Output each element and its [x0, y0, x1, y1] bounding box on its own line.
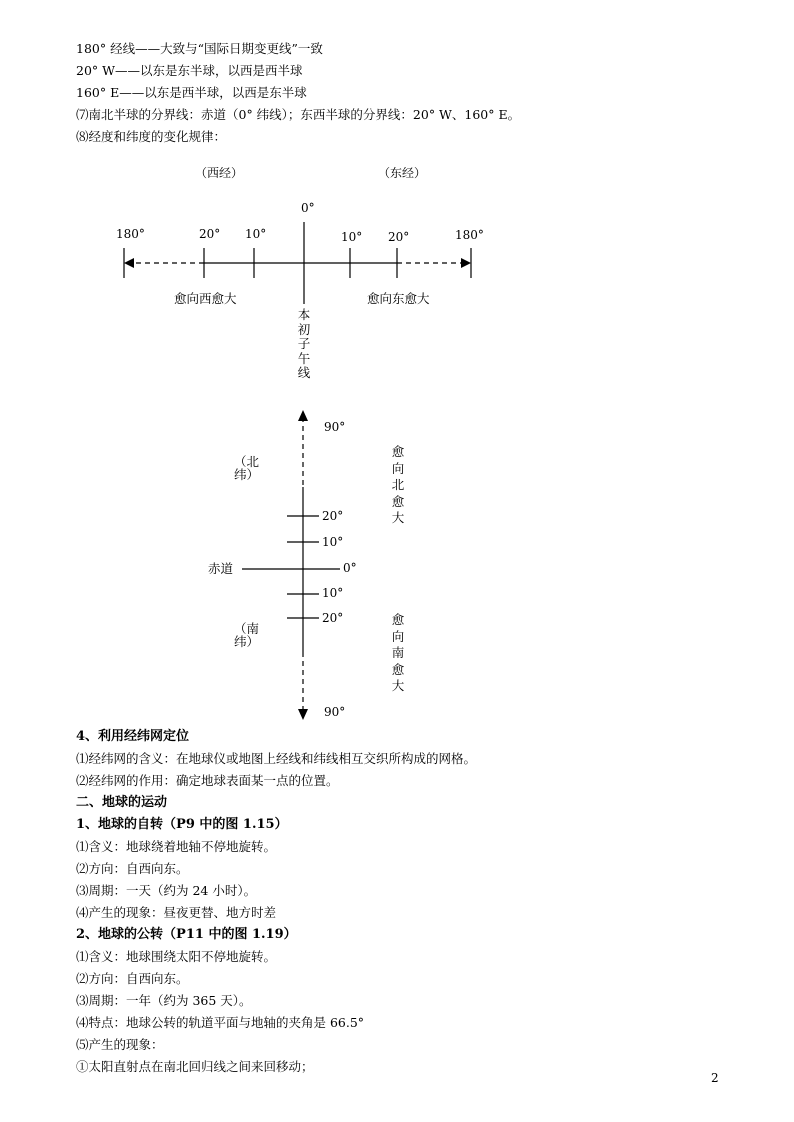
north-arrowhead — [298, 410, 308, 421]
revolution-heading: 2、地球的公转（P11 中的图 1.19） — [76, 927, 297, 942]
section4-heading: 4、利用经纬网定位 — [76, 729, 190, 744]
tick-label-90n: 90° — [324, 420, 346, 434]
east-increase-text: 愈向东愈大 — [367, 291, 430, 306]
tick-label-10w: 10° — [245, 227, 267, 241]
revolution-p2: ⑵方向：自西向东。 — [76, 971, 189, 986]
north-increase-text: 愈向北愈大 — [391, 444, 405, 525]
revolution-p4: ⑷特点：地球公转的轨道平面与地轴的夹角是 66.5° — [76, 1015, 365, 1030]
revolution-p1: ⑴含义：地球围绕太阳不停地旋转。 — [76, 949, 277, 964]
west-increase-text: 愈向西愈大 — [174, 291, 237, 306]
north-latitude-label: （北纬） — [234, 454, 260, 482]
prime-meridian-label: 本初子午线 — [297, 307, 311, 380]
rotation-p2: ⑵方向：自西向东。 — [76, 861, 189, 876]
west-arrowhead — [124, 258, 134, 268]
zero-longitude-label: 0° — [301, 201, 315, 215]
east-longitude-label: （东经） — [378, 166, 427, 180]
text-line-180-meridian: 180° 经线——大致与“国际日期变更线”一致 — [76, 41, 323, 56]
revolution-p3: ⑶周期：一年（约为 365 天）。 — [76, 993, 252, 1008]
text-line-variation-rule: ⑻经度和纬度的变化规律： — [76, 129, 227, 144]
tick-label-20w: 20° — [199, 227, 221, 241]
south-latitude-label: （南纬） — [234, 621, 260, 649]
south-increase-text: 愈向南愈大 — [391, 612, 405, 693]
text-line-hemisphere-boundaries: ⑺南北半球的分界线：赤道（0° 纬线）；东西半球的分界线：20° W、160° E。 — [76, 107, 521, 122]
tick-label-10n: 10° — [322, 535, 344, 549]
tick-label-180w: 180° — [116, 227, 145, 241]
tick-label-20n: 20° — [322, 509, 344, 523]
section4-p1: ⑴经纬网的含义：在地球仪或地图上经线和纬线相互交织所构成的网格。 — [76, 751, 477, 766]
equator-label: 赤道 — [208, 561, 234, 576]
east-arrowhead — [461, 258, 471, 268]
tick-label-20e: 20° — [388, 230, 410, 244]
revolution-p6: ①太阳直射点在南北回归线之间来回移动； — [76, 1059, 314, 1074]
rotation-p4: ⑷产生的现象：昼夜更替、地方时差 — [76, 905, 277, 920]
tick-label-0-latitude: 0° — [343, 561, 357, 575]
tick-label-180e: 180° — [455, 228, 484, 242]
page-number: 2 — [711, 1071, 719, 1085]
text-line-20w: 20° W——以东是东半球，以西是西半球 — [76, 63, 303, 78]
rotation-p1: ⑴含义：地球绕着地轴不停地旋转。 — [76, 839, 277, 854]
revolution-p5: ⑸产生的现象： — [76, 1037, 164, 1052]
section4-p2: ⑵经纬网的作用：确定地球表面某一点的位置。 — [76, 773, 339, 788]
rotation-p3: ⑶周期：一天（约为 24 小时）。 — [76, 883, 257, 898]
tick-label-90s: 90° — [324, 705, 346, 719]
text-line-160e: 160° E——以东是西半球，以西是东半球 — [76, 85, 307, 100]
rotation-heading: 1、地球的自转（P9 中的图 1.15） — [76, 817, 288, 832]
tick-label-10e: 10° — [341, 230, 363, 244]
south-arrowhead — [298, 709, 308, 720]
part2-heading: 二、地球的运动 — [76, 795, 168, 810]
west-longitude-label: （西经） — [195, 166, 244, 180]
tick-label-10s: 10° — [322, 586, 344, 600]
tick-label-20s: 20° — [322, 611, 344, 625]
